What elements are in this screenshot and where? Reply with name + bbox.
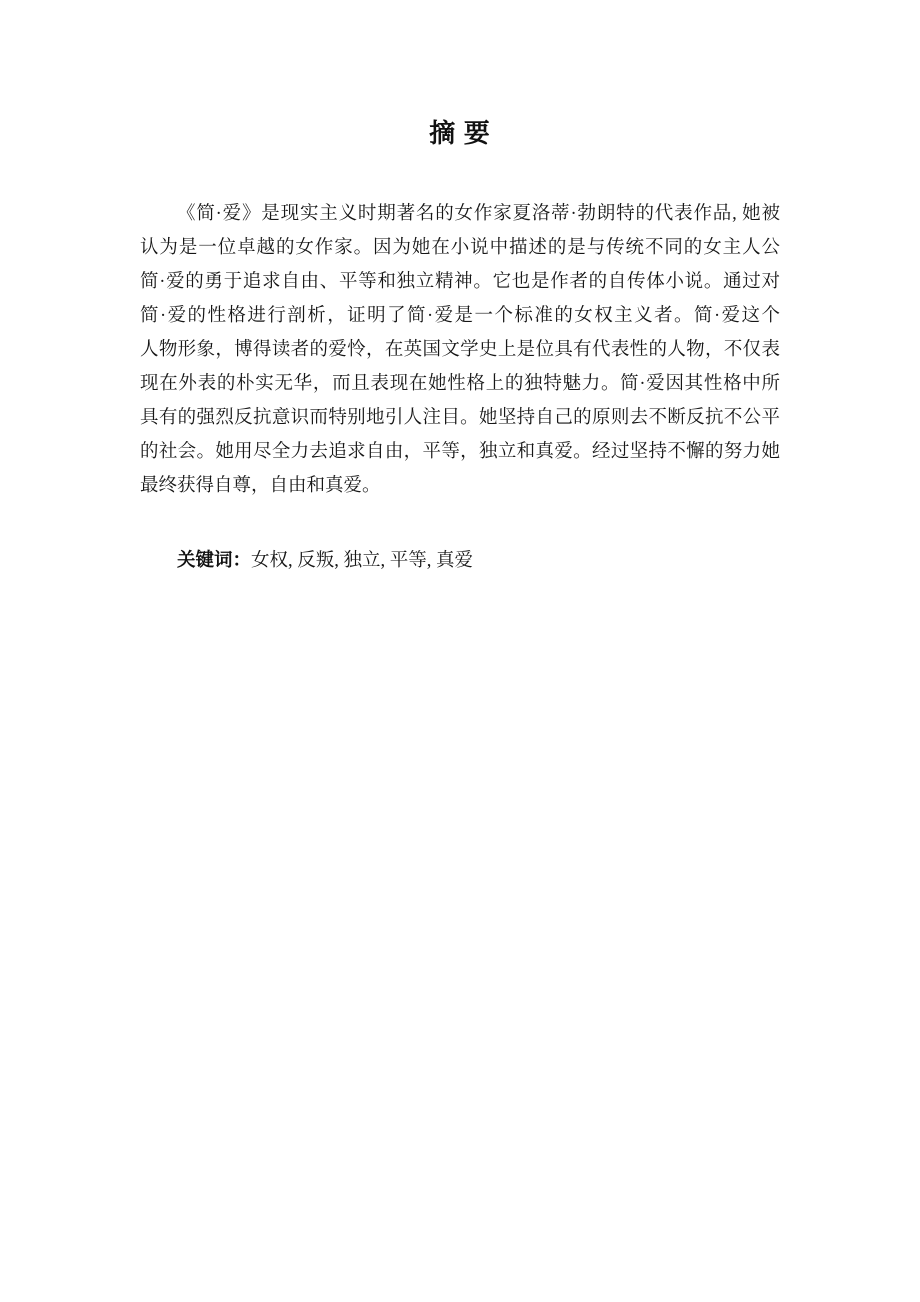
abstract-paragraph (140, 197, 780, 503)
abstract-line: 简·爱的勇于追求自由、平等和独立精神。它也是作者的自传体小说。通过对 (140, 272, 780, 292)
abstract-line: 《简·爱》是现实主义时期著名的女作家夏洛蒂·勃朗特的代表作品, 她被 (177, 204, 780, 224)
abstract-line: 人物形象，博得读者的爱怜，在英国文学史上是位具有代表性的人物，不仅表 (140, 340, 780, 360)
abstract-line: 简·爱的性格进行剖析，证明了简·爱是一个标准的女权主义者。简·爱这个 (140, 306, 780, 326)
abstract-line: 现在外表的朴实无华，而且表现在她性格上的独特魅力。简·爱因其性格中所 (140, 374, 780, 394)
abstract-line: 的社会。她用尽全力去追求自由，平等，独立和真爱。经过坚持不懈的努力她 (140, 442, 780, 462)
keywords-value: 女权, 反叛, 独立, 平等, 真爱 (251, 551, 474, 571)
abstract-line: 最终获得自尊，自由和真爱。 (140, 476, 381, 496)
page-title: 摘 要 (429, 119, 491, 148)
abstract-line: 具有的强烈反抗意识而特别地引人注目。她坚持自己的原则去不断反抗不公平 (140, 408, 780, 428)
abstract-line: 认为是一位卓越的女作家。因为她在小说中描述的是与传统不同的女主人公 (140, 238, 780, 258)
keywords-label: 关键词： (177, 551, 252, 571)
keywords-row (140, 544, 780, 578)
